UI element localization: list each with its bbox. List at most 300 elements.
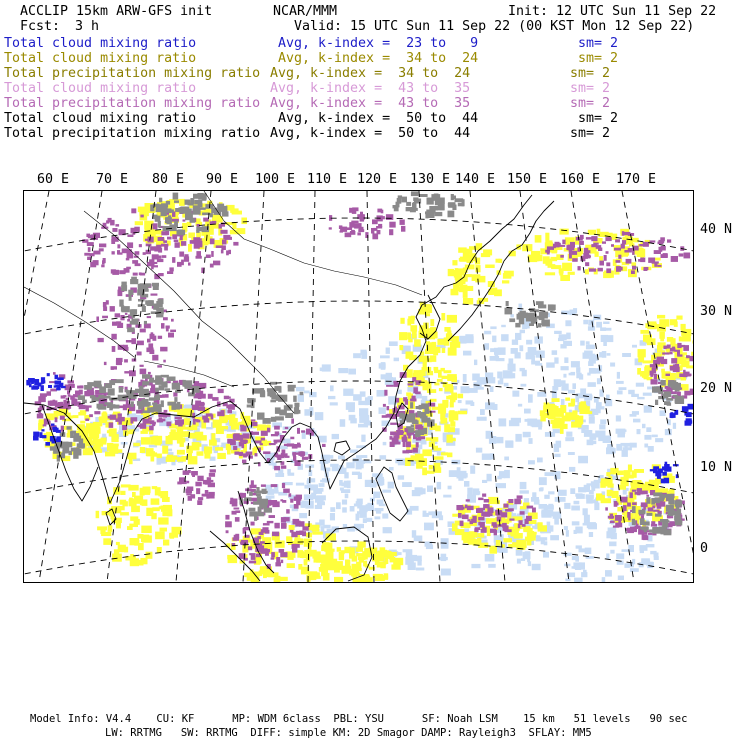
yellow-cloud <box>138 207 148 213</box>
yellow-cloud <box>634 250 641 255</box>
purple-cloud <box>86 234 90 237</box>
light-blue-cloud <box>650 551 656 554</box>
yellow-cloud <box>414 339 421 346</box>
yellow-cloud <box>644 375 649 379</box>
yellow-cloud <box>631 262 636 266</box>
yellow-cloud <box>399 332 407 340</box>
light-blue-cloud <box>570 488 575 494</box>
light-blue-cloud <box>340 488 344 491</box>
light-blue-cloud <box>397 552 402 555</box>
purple-cloud <box>116 358 123 362</box>
blue-cloud <box>45 442 50 446</box>
light-blue-cloud <box>398 459 406 465</box>
light-blue-cloud <box>441 569 451 576</box>
gray-cloud <box>529 323 534 326</box>
purple-cloud <box>184 256 189 261</box>
light-blue-cloud <box>416 394 422 399</box>
purple-cloud <box>553 244 556 249</box>
blue-cloud <box>662 472 667 476</box>
organization-label: NCAR/MMM <box>273 4 338 19</box>
model-title: ACCLIP 15km ARW-GFS init <box>20 4 213 19</box>
purple-cloud <box>525 519 529 524</box>
yellow-cloud <box>124 547 128 553</box>
light-blue-cloud <box>552 350 558 355</box>
purple-cloud <box>340 227 347 232</box>
gray-cloud <box>274 386 281 391</box>
light-blue-cloud <box>630 568 639 572</box>
yellow-cloud <box>616 471 624 476</box>
light-blue-cloud <box>599 424 605 429</box>
purple-cloud <box>139 272 142 275</box>
yellow-cloud <box>230 208 238 213</box>
gray-cloud <box>655 498 661 504</box>
purple-cloud <box>276 557 280 563</box>
purple-cloud <box>206 255 211 259</box>
light-blue-cloud <box>403 549 413 552</box>
light-blue-cloud <box>622 549 629 552</box>
field-k-index: Avg, k-index = 43 to 35 <box>270 81 471 96</box>
yellow-cloud <box>120 512 129 515</box>
light-blue-cloud <box>439 557 448 560</box>
light-blue-cloud <box>557 380 565 386</box>
yellow-cloud <box>94 428 101 434</box>
light-blue-cloud <box>296 483 304 486</box>
light-blue-cloud <box>437 482 442 489</box>
purple-cloud <box>124 268 127 273</box>
gray-cloud <box>127 327 134 332</box>
gray-cloud <box>667 509 674 512</box>
light-blue-cloud <box>356 514 360 521</box>
gray-cloud <box>526 317 532 322</box>
light-blue-cloud <box>343 524 347 528</box>
light-blue-cloud <box>560 497 565 502</box>
purple-cloud <box>212 398 215 400</box>
yellow-cloud <box>196 451 203 456</box>
purple-cloud <box>146 244 152 247</box>
gray-cloud <box>249 508 256 512</box>
light-blue-cloud <box>512 340 518 345</box>
purple-cloud <box>149 259 154 265</box>
purple-cloud <box>166 422 171 427</box>
light-blue-cloud <box>528 460 535 464</box>
light-blue-cloud <box>471 564 480 568</box>
gray-cloud <box>649 529 655 532</box>
yellow-cloud <box>606 472 610 476</box>
gray-cloud <box>300 392 304 395</box>
light-blue-cloud <box>349 415 356 421</box>
yellow-cloud <box>447 453 452 458</box>
yellow-cloud <box>692 340 693 343</box>
yellow-cloud <box>419 357 426 362</box>
light-blue-cloud <box>560 344 566 348</box>
yellow-cloud <box>192 425 197 428</box>
purple-cloud <box>350 231 356 235</box>
light-blue-cloud <box>587 440 594 446</box>
gray-cloud <box>506 301 509 306</box>
yellow-cloud <box>140 447 145 453</box>
field-smoothing: sm= 2 <box>570 96 611 111</box>
yellow-cloud <box>275 541 285 548</box>
light-blue-cloud <box>357 506 361 509</box>
light-blue-cloud <box>466 336 474 343</box>
purple-cloud <box>429 411 436 413</box>
yellow-cloud <box>619 485 626 490</box>
gray-cloud <box>401 197 407 203</box>
blue-cloud <box>37 383 43 385</box>
purple-cloud <box>578 266 581 270</box>
purple-cloud <box>230 441 236 445</box>
gray-cloud <box>550 305 555 311</box>
purple-cloud <box>560 255 564 258</box>
gray-cloud <box>156 307 163 310</box>
light-blue-cloud <box>463 374 467 382</box>
light-blue-cloud <box>637 429 641 434</box>
light-blue-cloud <box>499 471 505 478</box>
light-blue-cloud <box>636 383 644 387</box>
purple-cloud <box>147 339 151 343</box>
purple-cloud <box>611 244 614 247</box>
purple-cloud <box>638 259 645 262</box>
purple-cloud <box>98 338 104 342</box>
yellow-cloud <box>232 222 236 229</box>
purple-cloud <box>203 480 208 484</box>
light-blue-cloud <box>398 390 402 394</box>
light-blue-cloud <box>330 385 334 391</box>
yellow-cloud <box>439 388 443 391</box>
purple-cloud <box>39 413 42 417</box>
yellow-cloud <box>183 422 189 425</box>
purple-cloud <box>192 413 195 419</box>
gray-cloud <box>275 407 281 414</box>
purple-cloud <box>632 250 635 255</box>
light-blue-cloud <box>325 455 333 459</box>
purple-cloud <box>77 386 80 389</box>
purple-cloud <box>226 250 229 255</box>
purple-cloud <box>101 265 104 268</box>
yellow-cloud <box>315 552 320 558</box>
yellow-cloud <box>114 449 122 453</box>
yellow-cloud <box>304 559 308 565</box>
gray-cloud <box>262 489 267 494</box>
light-blue-cloud <box>622 450 628 457</box>
purple-cloud <box>218 390 223 394</box>
purple-cloud <box>686 356 693 358</box>
gray-cloud <box>451 194 454 200</box>
yellow-cloud <box>158 517 168 524</box>
field-smoothing: sm= 2 <box>578 51 619 66</box>
yellow-cloud <box>503 538 512 542</box>
gray-cloud <box>79 445 85 448</box>
light-blue-cloud <box>320 368 325 372</box>
yellow-cloud <box>448 269 454 276</box>
purple-cloud <box>255 453 258 456</box>
gray-cloud <box>410 402 413 408</box>
light-blue-cloud <box>618 576 624 581</box>
purple-cloud <box>358 229 364 232</box>
purple-cloud <box>522 524 526 527</box>
purple-cloud <box>164 246 168 251</box>
yellow-cloud <box>289 525 295 530</box>
yellow-cloud <box>351 573 360 577</box>
gray-cloud <box>97 384 102 388</box>
field-smoothing: sm= 2 <box>578 36 619 51</box>
purple-cloud <box>160 347 167 352</box>
yellow-cloud <box>133 443 140 446</box>
gray-cloud <box>543 312 548 315</box>
yellow-cloud <box>560 405 566 413</box>
light-blue-cloud <box>526 340 532 345</box>
yellow-cloud <box>447 315 457 323</box>
yellow-cloud <box>535 235 542 243</box>
yellow-cloud <box>559 268 564 273</box>
purple-cloud <box>593 243 598 245</box>
purple-cloud <box>269 443 276 445</box>
light-blue-cloud <box>586 483 592 485</box>
purple-cloud <box>149 350 154 354</box>
yellow-cloud <box>227 555 237 559</box>
purple-cloud <box>226 530 229 533</box>
yellow-cloud <box>241 218 247 225</box>
yellow-cloud <box>151 456 155 461</box>
blue-cloud <box>59 383 63 387</box>
purple-cloud <box>99 244 106 248</box>
light-blue-cloud <box>498 347 506 355</box>
yellow-cloud <box>146 508 153 516</box>
gray-cloud <box>411 191 419 196</box>
purple-cloud <box>158 336 162 339</box>
purple-cloud <box>104 362 107 365</box>
gray-cloud <box>254 491 262 494</box>
purple-cloud <box>127 249 132 255</box>
light-blue-cloud <box>541 511 546 516</box>
light-blue-cloud <box>583 425 589 430</box>
purple-cloud <box>112 228 117 232</box>
light-blue-cloud <box>512 373 515 378</box>
purple-cloud <box>163 415 167 418</box>
purple-cloud <box>139 244 142 247</box>
gray-cloud <box>260 391 265 397</box>
purple-cloud <box>230 498 233 502</box>
light-blue-cloud <box>383 527 392 533</box>
light-blue-cloud <box>564 357 568 363</box>
purple-cloud <box>87 257 91 260</box>
yellow-cloud <box>380 563 386 568</box>
purple-cloud <box>663 253 668 257</box>
yellow-cloud <box>345 560 350 567</box>
yellow-cloud <box>670 338 675 345</box>
light-blue-cloud <box>488 564 496 568</box>
light-blue-cloud <box>495 352 499 358</box>
gray-cloud <box>151 407 159 412</box>
field-smoothing: sm= 2 <box>570 81 611 96</box>
yellow-cloud <box>204 453 210 458</box>
purple-cloud <box>293 456 296 461</box>
purple-cloud <box>171 319 174 322</box>
light-blue-cloud <box>583 508 588 515</box>
gray-cloud <box>673 383 682 390</box>
light-blue-cloud <box>619 387 627 390</box>
gray-cloud <box>435 212 443 216</box>
purple-cloud <box>616 267 622 271</box>
light-blue-cloud <box>588 361 594 366</box>
yellow-cloud <box>120 491 125 495</box>
purple-cloud <box>556 243 561 245</box>
purple-cloud <box>527 506 534 509</box>
light-blue-cloud <box>597 378 601 384</box>
purple-cloud <box>352 207 358 211</box>
purple-cloud <box>605 237 611 241</box>
light-blue-cloud <box>394 358 399 362</box>
light-blue-cloud <box>610 448 616 453</box>
light-blue-cloud <box>515 333 521 340</box>
purple-cloud <box>112 346 116 352</box>
purple-cloud <box>671 256 678 262</box>
purple-cloud <box>274 440 280 443</box>
purple-cloud <box>102 316 108 319</box>
light-blue-cloud <box>490 386 494 392</box>
gray-cloud <box>270 400 276 403</box>
gray-cloud <box>172 383 180 390</box>
yellow-cloud <box>218 426 228 429</box>
yellow-cloud <box>217 453 226 459</box>
yellow-cloud <box>457 394 463 399</box>
purple-cloud <box>667 516 673 518</box>
light-blue-cloud <box>540 487 543 490</box>
light-blue-cloud <box>517 559 521 564</box>
purple-cloud <box>149 426 154 431</box>
purple-cloud <box>508 499 513 503</box>
purple-cloud <box>38 396 46 402</box>
purple-cloud <box>188 496 192 501</box>
light-blue-cloud <box>487 474 492 482</box>
light-blue-cloud <box>536 351 544 358</box>
purple-cloud <box>117 244 120 248</box>
yellow-cloud <box>634 469 644 473</box>
light-blue-cloud <box>642 424 646 428</box>
yellow-cloud <box>280 577 287 581</box>
gray-cloud <box>646 497 650 504</box>
gray-cloud <box>196 230 199 233</box>
gray-cloud <box>406 202 411 206</box>
purple-cloud <box>579 241 584 245</box>
yellow-cloud <box>659 332 665 339</box>
yellow-cloud <box>211 433 215 441</box>
gray-cloud <box>183 380 186 387</box>
light-blue-cloud <box>426 545 433 550</box>
yellow-cloud <box>134 540 139 546</box>
purple-cloud <box>233 242 238 246</box>
yellow-cloud <box>423 362 427 369</box>
purple-cloud <box>140 329 146 333</box>
gray-cloud <box>62 450 67 453</box>
purple-cloud <box>627 503 631 507</box>
purple-cloud <box>152 422 156 425</box>
purple-cloud <box>648 507 653 511</box>
purple-cloud <box>520 511 525 515</box>
blue-cloud <box>686 407 691 410</box>
purple-cloud <box>111 237 118 242</box>
yellow-cloud <box>349 547 355 553</box>
purple-cloud <box>282 483 285 488</box>
light-blue-cloud <box>379 407 386 414</box>
gray-cloud <box>261 388 265 392</box>
light-blue-cloud <box>319 483 325 487</box>
purple-cloud <box>302 526 308 530</box>
purple-cloud <box>615 239 620 242</box>
purple-cloud <box>131 338 136 344</box>
purple-cloud <box>478 498 483 501</box>
purple-cloud <box>482 494 486 497</box>
purple-cloud <box>289 493 292 497</box>
purple-cloud <box>148 417 152 420</box>
light-blue-cloud <box>587 373 590 376</box>
purple-cloud <box>196 256 202 259</box>
light-blue-cloud <box>643 393 652 396</box>
purple-cloud <box>140 423 146 429</box>
gray-cloud <box>144 402 151 406</box>
purple-cloud <box>85 419 89 422</box>
light-blue-cloud <box>364 421 371 426</box>
yellow-cloud <box>640 330 649 334</box>
purple-cloud <box>159 417 163 422</box>
light-blue-cloud <box>458 400 462 403</box>
purple-cloud <box>562 240 565 245</box>
light-blue-cloud <box>402 482 412 487</box>
yellow-cloud <box>298 564 302 570</box>
purple-cloud <box>161 231 167 235</box>
light-blue-cloud <box>589 417 595 424</box>
yellow-cloud <box>425 471 435 474</box>
gray-cloud <box>141 294 149 298</box>
light-blue-cloud <box>561 399 565 405</box>
light-blue-cloud <box>497 372 502 379</box>
purple-cloud <box>169 267 173 271</box>
light-blue-cloud <box>379 504 386 506</box>
gray-cloud <box>293 396 297 402</box>
light-blue-cloud <box>566 432 572 437</box>
purple-cloud <box>475 527 481 530</box>
purple-cloud <box>294 504 299 509</box>
purple-cloud <box>162 394 165 398</box>
purple-cloud <box>223 235 230 239</box>
purple-cloud <box>547 252 550 255</box>
purple-cloud <box>232 502 238 506</box>
gray-cloud <box>145 300 152 305</box>
light-blue-cloud <box>580 388 586 395</box>
light-blue-cloud <box>588 326 595 331</box>
yellow-cloud <box>496 540 501 546</box>
purple-cloud <box>135 263 141 266</box>
purple-cloud <box>197 500 202 505</box>
light-blue-cloud <box>574 501 580 505</box>
light-blue-cloud <box>323 468 330 472</box>
purple-cloud <box>152 355 158 361</box>
purple-cloud <box>196 420 200 423</box>
gray-cloud <box>159 385 165 390</box>
gray-cloud <box>79 439 84 445</box>
gray-cloud <box>67 426 72 430</box>
yellow-cloud <box>356 547 364 551</box>
purple-cloud <box>192 405 199 410</box>
yellow-cloud <box>160 528 168 532</box>
gray-cloud <box>128 290 133 295</box>
light-blue-cloud <box>584 485 590 492</box>
purple-cloud <box>504 504 509 508</box>
init-time: Init: 12 UTC Sun 11 Sep 22 <box>508 4 717 19</box>
light-blue-cloud <box>474 360 477 366</box>
purple-cloud <box>151 332 154 337</box>
yellow-cloud <box>312 525 320 532</box>
